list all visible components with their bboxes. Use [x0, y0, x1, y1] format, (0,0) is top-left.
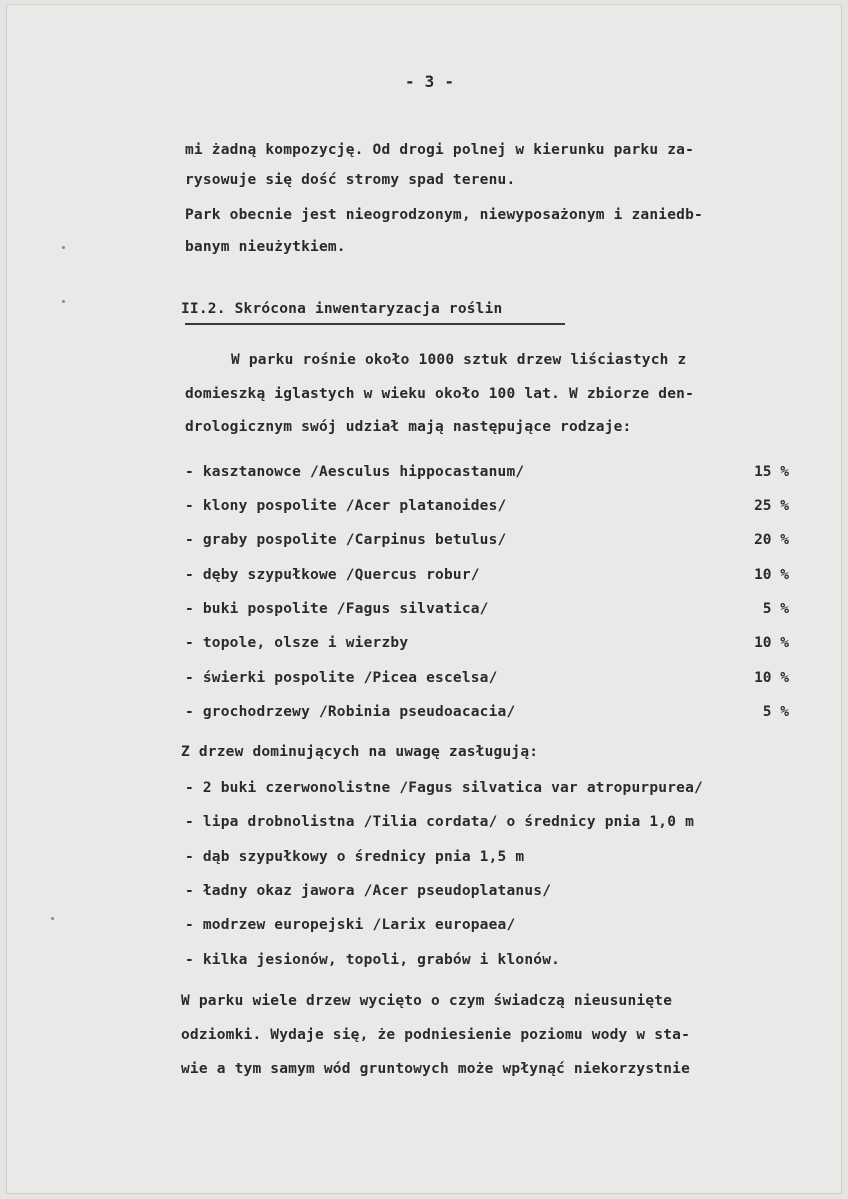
dominant-intro: Z drzew dominujących na uwagę zasługują: [181, 744, 539, 760]
scan-speck [62, 246, 65, 249]
intro-line-2: rysowuje się dość stromy spad terenu. [185, 172, 516, 188]
species-percent: 5 % [762, 601, 789, 617]
species-name: - klony pospolite /Acer platanoides/ [185, 498, 507, 514]
intro-line-1: mi żadną kompozycję. Od drogi polnej w kierunku parku za- [185, 142, 694, 158]
closing-line-2: odziomki. Wydaje się, że podniesienie poziomu wody w sta- [181, 1027, 690, 1043]
dominant-item: - dąb szypułkowy o średnicy pnia 1,5 m [185, 849, 525, 865]
species-percent: 10 % [754, 567, 789, 583]
species-name: - graby pospolite /Carpinus betulus/ [185, 532, 507, 548]
species-name: - grochodrzewy /Robinia pseudoacacia/ [185, 704, 516, 720]
species-percent: 25 % [754, 498, 789, 514]
paragraph-line-2: domieszką iglastych w wieku około 100 lat. W zbiorze den- [185, 386, 694, 402]
dominant-item: - kilka jesionów, topoli, grabów i klonów. [185, 952, 561, 968]
species-percent: 15 % [754, 464, 789, 480]
closing-line-1: W parku wiele drzew wycięto o czym świadczą nieusunięte [181, 993, 673, 1009]
dominant-item: - ładny okaz jawora /Acer pseudoplatanus/ [185, 883, 552, 899]
dominant-item: - lipa drobnolistna /Tilia cordata/ o średnicy pnia 1,0 m [185, 814, 694, 830]
species-name: - kasztanowce /Aesculus hippocastanum/ [185, 464, 525, 480]
dominant-item: - 2 buki czerwonolistne /Fagus silvatica var atropurpurea/ [185, 780, 703, 796]
dominant-item: - modrzew europejski /Larix europaea/ [185, 917, 516, 933]
species-name: - topole, olsze i wierzby [185, 635, 409, 651]
paragraph-line-3: drologicznym swój udział mają następujące rodzaje: [185, 419, 632, 435]
species-percent: 10 % [754, 635, 789, 651]
closing-line-3: wie a tym samym wód gruntowych może wpłynąć niekorzystnie [181, 1061, 690, 1077]
species-name: - świerki pospolite /Picea escelsa/ [185, 670, 498, 686]
paragraph-line-1: W parku rośnie około 1000 sztuk drzew liściastych z [231, 352, 687, 368]
heading-underline [185, 323, 565, 325]
intro-line-4: banym nieużytkiem. [185, 239, 346, 255]
scan-speck [51, 917, 54, 920]
species-name: - dęby szypułkowe /Quercus robur/ [185, 567, 480, 583]
intro-line-3: Park obecnie jest nieogrodzonym, niewyposażonym i zaniedb- [185, 207, 703, 223]
section-heading: II.2. Skrócona inwentaryzacja roślin [181, 301, 503, 317]
scan-speck [62, 300, 65, 303]
page-number: - 3 - [405, 72, 455, 91]
species-percent: 20 % [754, 532, 789, 548]
species-name: - buki pospolite /Fagus silvatica/ [185, 601, 489, 617]
document-page [6, 4, 842, 1194]
species-percent: 10 % [754, 670, 789, 686]
species-percent: 5 % [762, 704, 789, 720]
